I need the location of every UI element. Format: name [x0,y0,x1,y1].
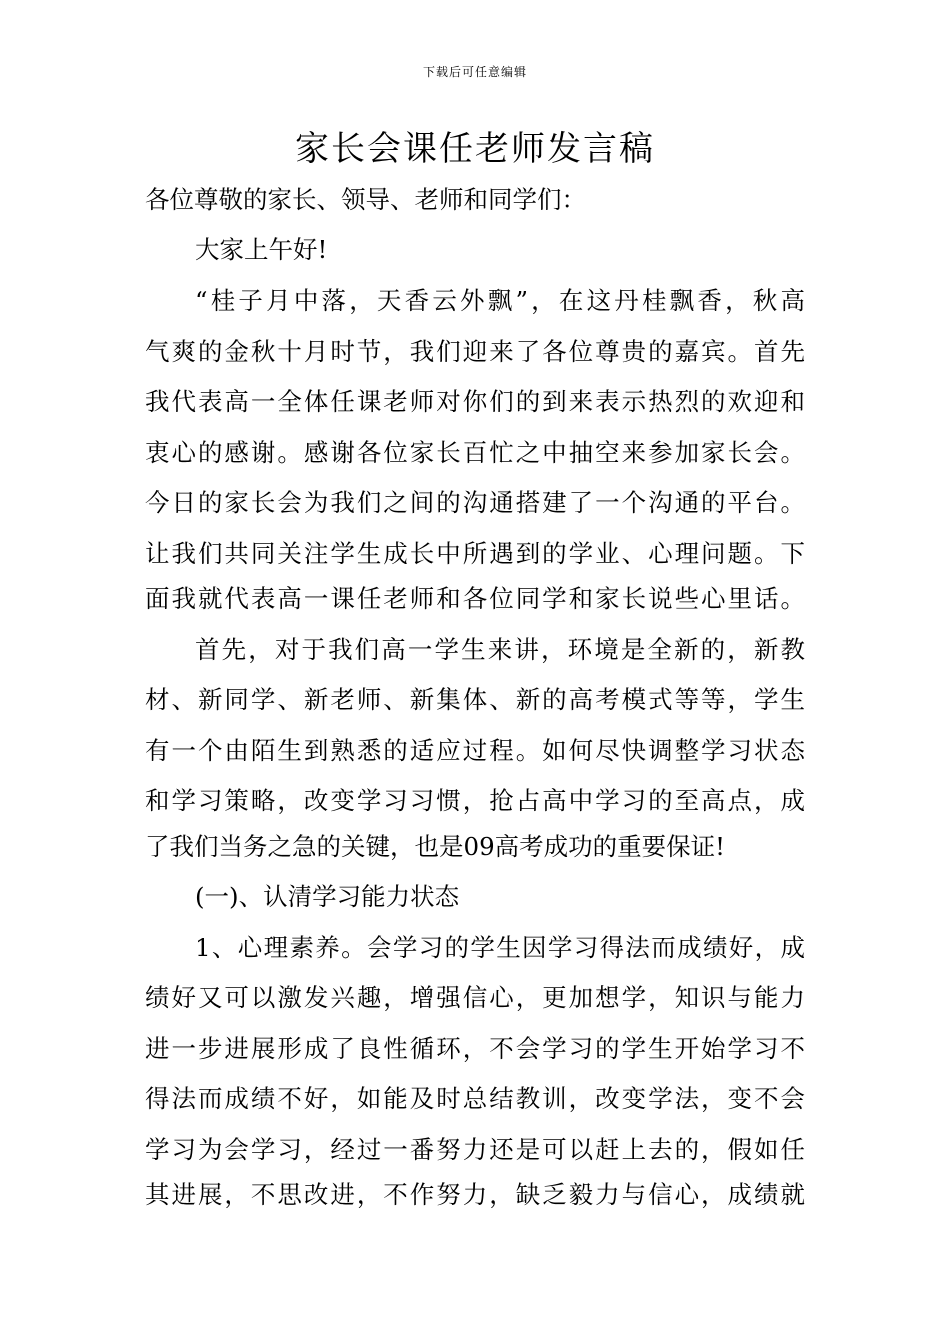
paragraph-line: 进一步进展形成了良性循环，不会学习的学生开始学习不 [145,1034,805,1063]
document-title: 家长会课任老师发言稿 [295,129,655,169]
paragraph-line: 学习为会学习，经过一番努力还是可以赶上去的，假如任 [145,1135,805,1164]
paragraph-line: 首先，对于我们高一学生来讲，环境是全新的，新教 [195,635,805,664]
paragraph-line: 有一个由陌生到熟悉的适应过程。如何尽快调整学习状态 [145,736,805,765]
page-header-note: 下载后可任意编辑 [422,65,527,79]
section-heading: (一)、认清学习能力状态 [195,882,460,911]
paragraph-line: 材、新同学、新老师、新集体、新的高考模式等等，学生 [145,685,805,714]
paragraph-line: 气爽的金秋十月时节，我们迎来了各位尊贵的嘉宾。首先 [145,337,805,366]
paragraph-line: “桂子月中落，天香云外飘”，在这丹桂飘香，秋高 [195,286,805,315]
paragraph-line: 我代表高一全体任课老师对你们的到来表示热烈的欢迎和 [145,387,805,416]
salutation-line: 各位尊敬的家长、领导、老师和同学们： [145,185,586,214]
paragraph-line: 今日的家长会为我们之间的沟通搭建了一个沟通的平台。 [145,488,805,517]
paragraph-line: 1、心理素养。会学习的学生因学习得法而成绩好，成 [195,933,805,962]
paragraph-line: 了我们当务之急的关键，也是09高考成功的重要保证! [145,832,726,861]
paragraph-line: 得法而成绩不好，如能及时总结教训，改变学法，变不会 [145,1084,805,1113]
paragraph-line: 其进展，不思改进，不作努力，缺乏毅力与信心，成绩就 [145,1180,805,1209]
paragraph-line: 绩好又可以激发兴趣，增强信心，更加想学，知识与能力 [145,983,805,1012]
greeting-line: 大家上午好! [195,235,328,264]
paragraph-line: 面我就代表高一课任老师和各位同学和家长说些心里话。 [145,584,805,613]
paragraph-line: 和学习策略，改变学习习惯，抢占高中学习的至高点，成 [145,786,805,815]
paragraph-line: 让我们共同关注学生成长中所遇到的学业、心理问题。下 [145,539,805,568]
paragraph-line: 衷心的感谢。感谢各位家长百忙之中抽空来参加家长会。 [145,438,805,467]
